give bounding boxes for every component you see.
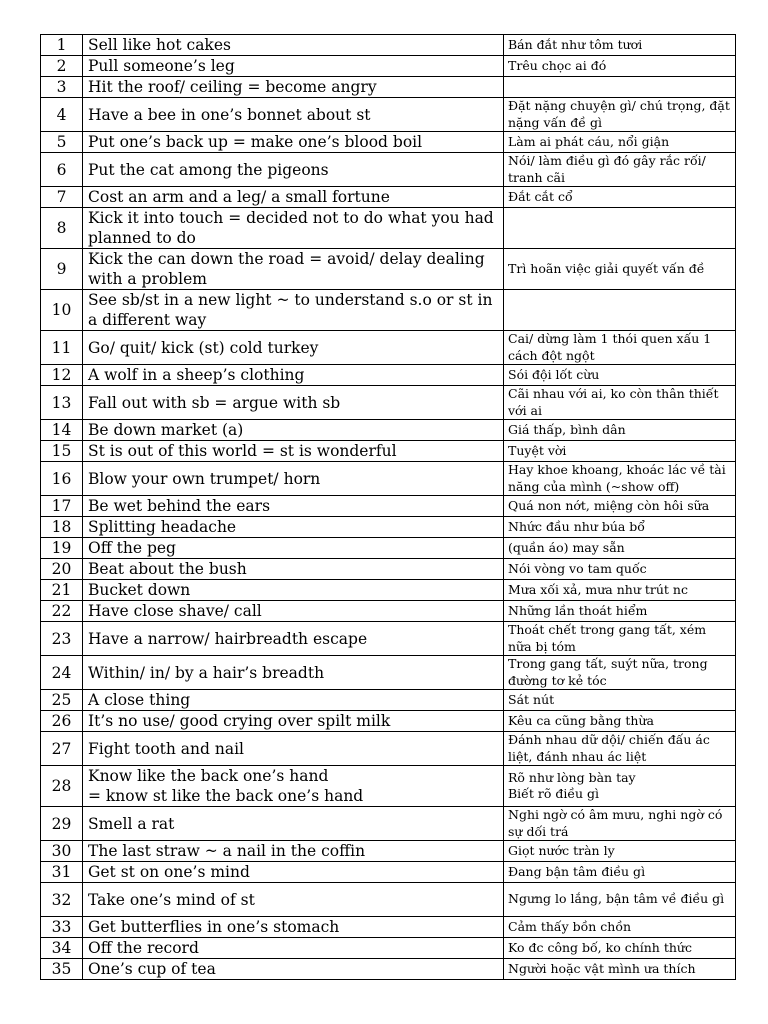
english-idiom-cell: [83, 56, 504, 77]
english-idiom: Put the cat among the pigeons: [88, 160, 329, 179]
english-idiom: Get st on one’s mind: [88, 863, 250, 881]
english-idiom-cell: [83, 365, 504, 386]
row-number: 18: [51, 518, 72, 536]
english-idiom-cell: [83, 917, 504, 938]
english-idiom: Put one’s back up = make one’s blood boil: [88, 133, 423, 151]
english-idiom: Get butterflies in one’s stomach: [88, 918, 340, 936]
english-idiom: Sell like hot cakes: [88, 36, 231, 54]
table-row: [41, 580, 736, 601]
english-idiom: A wolf in a sheep’s clothing: [88, 366, 305, 384]
table-row: [41, 807, 736, 841]
table-row: [41, 732, 736, 766]
english-idiom: Blow your own trumpet/ horn: [88, 469, 321, 488]
table-row: [41, 462, 736, 496]
row-number-cell: [41, 441, 83, 462]
row-number: 17: [51, 497, 72, 515]
english-idiom-cell: [83, 732, 504, 766]
english-idiom: Fall out with sb = argue with sb: [88, 393, 341, 412]
english-idiom: Fight tooth and nail: [88, 739, 245, 758]
row-number: 14: [51, 421, 72, 439]
vietnamese-meaning-cell: [504, 559, 736, 580]
idiom-table: [40, 34, 736, 980]
table-row: [41, 56, 736, 77]
vietnamese-meaning: Ngưng lo lắng, bận tâm về điều gì: [508, 891, 725, 907]
row-number-cell: [41, 711, 83, 732]
table-row: [41, 208, 736, 249]
table-row: [41, 917, 736, 938]
english-idiom: Have close shave/ call: [88, 602, 262, 620]
vietnamese-meaning-cell: [504, 917, 736, 938]
row-number-cell: [41, 917, 83, 938]
table-row: [41, 711, 736, 732]
vietnamese-meaning-cell: [504, 35, 736, 56]
english-idiom: Smell a rat: [88, 814, 175, 833]
english-idiom-cell: [83, 35, 504, 56]
vietnamese-meaning-cell: [504, 290, 736, 331]
table-row: [41, 559, 736, 580]
english-idiom-cell: [83, 601, 504, 622]
row-number: 30: [51, 842, 72, 860]
vietnamese-meaning-cell: [504, 656, 736, 690]
table-row: [41, 35, 736, 56]
vietnamese-meaning-cell: [504, 538, 736, 559]
vietnamese-meaning: Bán đắt như tôm tươi: [508, 36, 643, 52]
english-idiom-cell: [83, 959, 504, 980]
english-idiom-cell: [83, 132, 504, 153]
english-idiom: Pull someone’s leg: [88, 57, 235, 75]
english-idiom-cell: [83, 98, 504, 132]
table-row: [41, 77, 736, 98]
table-row: [41, 98, 736, 132]
idiom-table-body: [41, 35, 736, 980]
english-idiom-cell: [83, 496, 504, 517]
table-row: [41, 187, 736, 208]
vietnamese-meaning: Quá non nớt, miệng còn hôi sữa: [508, 497, 710, 513]
vietnamese-meaning: Nhức đầu như búa bổ: [508, 518, 645, 534]
row-number: 31: [51, 863, 72, 881]
english-idiom-cell: [83, 766, 504, 807]
english-idiom: Bucket down: [88, 581, 191, 599]
english-idiom: Kick it into touch = decided not to do what you had planned to do: [88, 209, 494, 247]
english-idiom-cell: [83, 290, 504, 331]
row-number: 23: [51, 629, 72, 648]
vietnamese-meaning-cell: [504, 938, 736, 959]
vietnamese-meaning-cell: [504, 441, 736, 462]
vietnamese-meaning: Đánh nhau dữ dội/ chiến đấu ác liệt, đánh nhau ác liệt: [508, 732, 710, 764]
row-number: 11: [51, 338, 72, 357]
vietnamese-meaning: Cai/ dừng làm 1 thói quen xấu 1 cách đột ngột: [508, 331, 712, 363]
vietnamese-meaning: Giọt nước tràn ly: [508, 842, 615, 858]
english-idiom-cell: [83, 656, 504, 690]
vietnamese-meaning-cell: [504, 862, 736, 883]
vietnamese-meaning-cell: [504, 98, 736, 132]
english-idiom-cell: [83, 153, 504, 187]
english-idiom-cell: [83, 420, 504, 441]
row-number-cell: [41, 420, 83, 441]
vietnamese-meaning: Nghi ngờ có âm mưu, nghi ngờ có sự dối trá: [508, 807, 723, 839]
row-number: 15: [51, 442, 72, 460]
english-idiom-cell: [83, 462, 504, 496]
vietnamese-meaning: Đặt nặng chuyện gì/ chú trọng, đặt nặng vấn đề gì: [508, 98, 730, 130]
english-idiom: Within/ in/ by a hair’s breadth: [88, 663, 325, 682]
english-idiom-cell: [83, 77, 504, 98]
english-idiom-cell: [83, 807, 504, 841]
table-row: [41, 841, 736, 862]
row-number-cell: [41, 153, 83, 187]
row-number: 10: [51, 301, 72, 319]
table-row: [41, 656, 736, 690]
row-number-cell: [41, 807, 83, 841]
row-number-cell: [41, 690, 83, 711]
vietnamese-meaning-cell: [504, 56, 736, 77]
row-number-cell: [41, 386, 83, 420]
row-number-cell: [41, 862, 83, 883]
table-row: [41, 690, 736, 711]
table-row: [41, 538, 736, 559]
row-number: 21: [51, 581, 72, 599]
vietnamese-meaning: Trì hoãn việc giải quyết vấn đề: [508, 260, 705, 276]
vietnamese-meaning-cell: [504, 365, 736, 386]
row-number-cell: [41, 98, 83, 132]
table-row: [41, 766, 736, 807]
vietnamese-meaning: Sói đội lốt cừu: [508, 366, 600, 382]
row-number-cell: [41, 187, 83, 208]
vietnamese-meaning: Người hoặc vật mình ưa thích: [508, 960, 696, 976]
vietnamese-meaning-cell: [504, 601, 736, 622]
english-idiom-cell: [83, 883, 504, 917]
vietnamese-meaning: Cảm thấy bồn chồn: [508, 918, 632, 934]
row-number-cell: [41, 517, 83, 538]
row-number-cell: [41, 656, 83, 690]
table-row: [41, 153, 736, 187]
vietnamese-meaning-cell: [504, 732, 736, 766]
row-number: 3: [56, 78, 67, 96]
row-number-cell: [41, 462, 83, 496]
english-idiom-cell: [83, 208, 504, 249]
row-number: 8: [56, 219, 67, 237]
row-number-cell: [41, 959, 83, 980]
english-idiom-cell: [83, 841, 504, 862]
row-number-cell: [41, 56, 83, 77]
english-idiom: Hit the roof/ ceiling = become angry: [88, 78, 377, 96]
vietnamese-meaning-cell: [504, 331, 736, 365]
vietnamese-meaning-cell: [504, 208, 736, 249]
row-number: 5: [56, 133, 67, 151]
english-idiom-cell: [83, 249, 504, 290]
row-number-cell: [41, 732, 83, 766]
english-idiom: See sb/st in a new light ~ to understand s.o or st in a different way: [88, 291, 493, 329]
vietnamese-meaning-cell: [504, 690, 736, 711]
table-row: [41, 290, 736, 331]
vietnamese-meaning: Kêu ca cũng bằng thừa: [508, 712, 654, 728]
table-row: [41, 441, 736, 462]
row-number: 24: [51, 663, 72, 682]
english-idiom-cell: [83, 187, 504, 208]
row-number: 9: [56, 260, 67, 278]
english-idiom: Off the record: [88, 939, 199, 957]
vietnamese-meaning-cell: [504, 711, 736, 732]
vietnamese-meaning: Sát nút: [508, 691, 555, 707]
english-idiom-cell: [83, 690, 504, 711]
english-idiom: Go/ quit/ kick (st) cold turkey: [88, 338, 319, 357]
english-idiom-cell: [83, 711, 504, 732]
table-row: [41, 331, 736, 365]
english-idiom: Kick the can down the road = avoid/ delay dealing with a problem: [88, 250, 485, 288]
vietnamese-meaning: Trong gang tất, suýt nữa, trong đường tơ kẻ tóc: [508, 656, 708, 688]
english-idiom: Off the peg: [88, 539, 176, 557]
row-number-cell: [41, 766, 83, 807]
table-row: [41, 601, 736, 622]
english-idiom: Be wet behind the ears: [88, 497, 271, 515]
vietnamese-meaning: Giá thấp, bình dân: [508, 421, 626, 437]
vietnamese-meaning-cell: [504, 153, 736, 187]
vietnamese-meaning: Cãi nhau với ai, ko còn thân thiết với ai: [508, 386, 719, 418]
english-idiom: A close thing: [88, 691, 191, 709]
table-row: [41, 517, 736, 538]
row-number: 12: [51, 366, 72, 384]
row-number-cell: [41, 35, 83, 56]
row-number-cell: [41, 365, 83, 386]
row-number-cell: [41, 290, 83, 331]
row-number: 26: [51, 712, 72, 730]
table-row: [41, 862, 736, 883]
vietnamese-meaning: Nói/ làm điều gì đó gây rắc rối/ tranh cãi: [508, 153, 706, 185]
table-row: [41, 883, 736, 917]
row-number-cell: [41, 559, 83, 580]
row-number: 2: [56, 57, 67, 75]
row-number: 1: [56, 36, 67, 54]
row-number: 7: [56, 188, 67, 206]
row-number-cell: [41, 841, 83, 862]
english-idiom-cell: [83, 622, 504, 656]
row-number-cell: [41, 249, 83, 290]
english-idiom-cell: [83, 517, 504, 538]
vietnamese-meaning-cell: [504, 77, 736, 98]
row-number: 27: [51, 739, 72, 758]
english-idiom: Know like the back one’s hand = know st like the back one’s hand: [88, 767, 364, 805]
english-idiom-cell: [83, 331, 504, 365]
row-number: 22: [51, 602, 72, 620]
english-idiom: St is out of this world = st is wonderful: [88, 442, 397, 460]
vietnamese-meaning-cell: [504, 187, 736, 208]
vietnamese-meaning-cell: [504, 580, 736, 601]
vietnamese-meaning-cell: [504, 883, 736, 917]
english-idiom: Have a narrow/ hairbreadth escape: [88, 629, 368, 648]
english-idiom-cell: [83, 580, 504, 601]
row-number-cell: [41, 77, 83, 98]
english-idiom-cell: [83, 938, 504, 959]
row-number-cell: [41, 496, 83, 517]
row-number: 29: [51, 814, 72, 833]
table-row: [41, 132, 736, 153]
table-row: [41, 938, 736, 959]
vietnamese-meaning: Đắt cắt cổ: [508, 188, 573, 204]
vietnamese-meaning: Trêu chọc ai đó: [508, 57, 607, 73]
english-idiom-cell: [83, 441, 504, 462]
row-number: 6: [56, 160, 67, 179]
english-idiom: Take one’s mind of st: [88, 890, 255, 909]
row-number-cell: [41, 883, 83, 917]
row-number-cell: [41, 580, 83, 601]
english-idiom: Be down market (a): [88, 421, 244, 439]
row-number: 19: [51, 539, 72, 557]
vietnamese-meaning-cell: [504, 462, 736, 496]
vietnamese-meaning-cell: [504, 807, 736, 841]
row-number-cell: [41, 208, 83, 249]
row-number-cell: [41, 601, 83, 622]
vietnamese-meaning-cell: [504, 249, 736, 290]
vietnamese-meaning: Đang bận tâm điều gì: [508, 863, 646, 879]
row-number: 32: [51, 890, 72, 909]
english-idiom-cell: [83, 559, 504, 580]
vietnamese-meaning: Nói vòng vo tam quốc: [508, 560, 647, 576]
vietnamese-meaning: Rõ như lòng bàn tay Biết rõ điều gì: [508, 769, 636, 801]
row-number: 16: [51, 469, 72, 488]
table-row: [41, 622, 736, 656]
vietnamese-meaning-cell: [504, 420, 736, 441]
table-row: [41, 386, 736, 420]
row-number-cell: [41, 132, 83, 153]
row-number: 33: [51, 918, 72, 936]
vietnamese-meaning-cell: [504, 766, 736, 807]
row-number-cell: [41, 938, 83, 959]
vietnamese-meaning: Những lần thoát hiểm: [508, 602, 648, 618]
row-number-cell: [41, 622, 83, 656]
row-number: 20: [51, 560, 72, 578]
table-row: [41, 420, 736, 441]
vietnamese-meaning: Làm ai phát cáu, nổi giận: [508, 133, 670, 149]
row-number: 25: [51, 691, 72, 709]
english-idiom: It’s no use/ good crying over spilt milk: [88, 712, 391, 730]
vietnamese-meaning: Thoát chết trong gang tất, xém nữa bị tóm: [508, 622, 707, 654]
row-number-cell: [41, 538, 83, 559]
table-row: [41, 959, 736, 980]
english-idiom: The last straw ~ a nail in the coffin: [88, 842, 366, 860]
vietnamese-meaning: (quần áo) may sẵn: [508, 539, 625, 555]
table-row: [41, 249, 736, 290]
row-number: 13: [51, 393, 72, 412]
vietnamese-meaning: Hay khoe khoang, khoác lác về tài năng của mình (~show off): [508, 462, 726, 494]
table-row: [41, 496, 736, 517]
vietnamese-meaning-cell: [504, 132, 736, 153]
vietnamese-meaning-cell: [504, 496, 736, 517]
row-number: 4: [56, 105, 67, 124]
english-idiom-cell: [83, 538, 504, 559]
english-idiom: Cost an arm and a leg/ a small fortune: [88, 188, 390, 206]
vietnamese-meaning-cell: [504, 622, 736, 656]
english-idiom-cell: [83, 862, 504, 883]
row-number-cell: [41, 331, 83, 365]
english-idiom: One’s cup of tea: [88, 960, 216, 978]
vietnamese-meaning-cell: [504, 841, 736, 862]
row-number: 34: [51, 939, 72, 957]
vietnamese-meaning-cell: [504, 959, 736, 980]
vietnamese-meaning: Ko đc công bố, ko chính thức: [508, 939, 692, 955]
vietnamese-meaning: Tuyệt vời: [508, 442, 567, 458]
english-idiom: Have a bee in one’s bonnet about st: [88, 105, 371, 124]
vietnamese-meaning-cell: [504, 517, 736, 538]
table-row: [41, 365, 736, 386]
row-number: 35: [51, 960, 72, 978]
row-number: 28: [51, 777, 72, 795]
vietnamese-meaning-cell: [504, 386, 736, 420]
vietnamese-meaning: Mưa xối xả, mưa như trút nc: [508, 581, 688, 597]
english-idiom: Splitting headache: [88, 518, 237, 536]
english-idiom: Beat about the bush: [88, 560, 247, 578]
english-idiom-cell: [83, 386, 504, 420]
